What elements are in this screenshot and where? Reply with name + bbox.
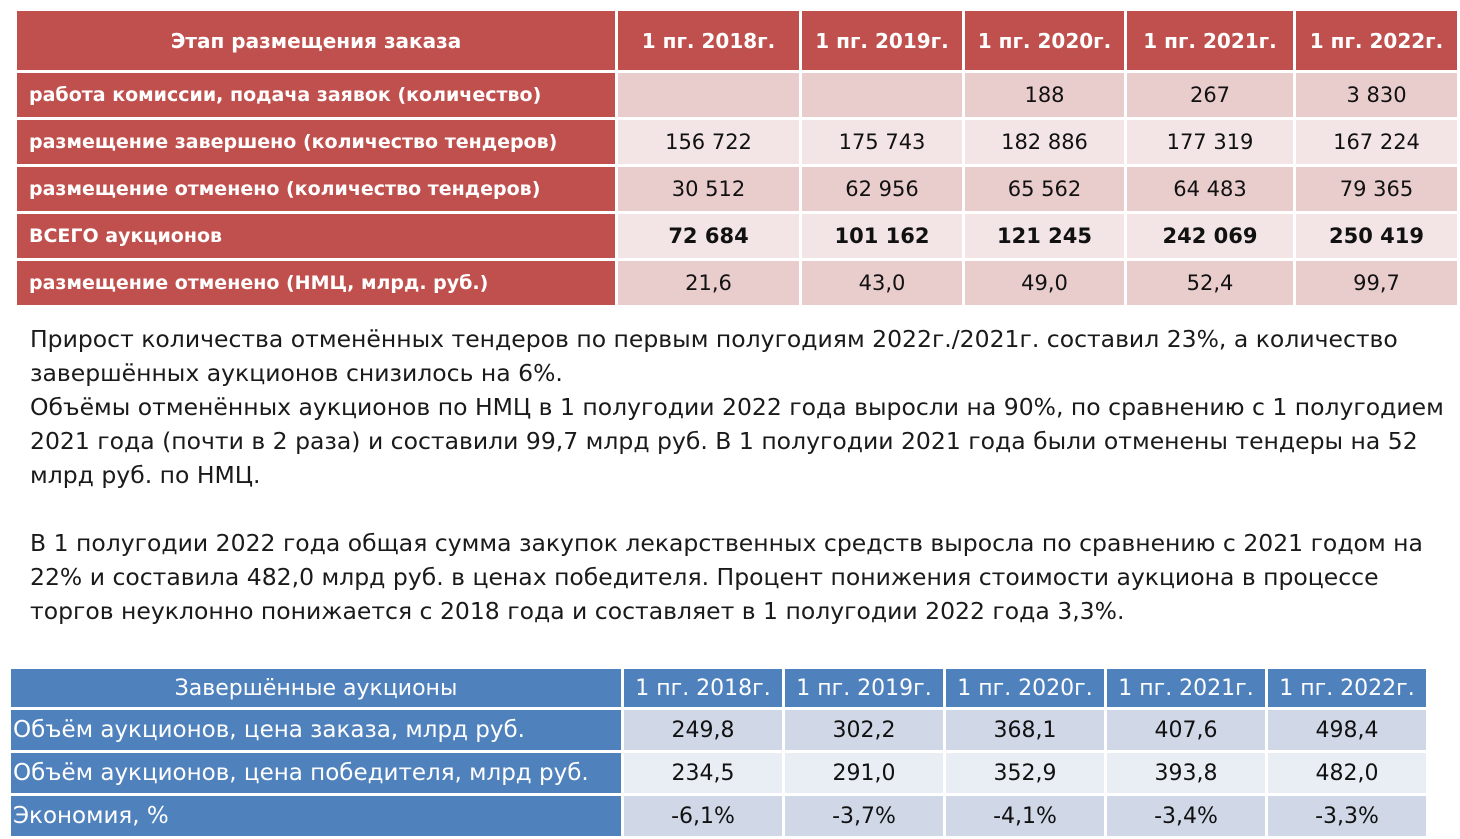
header-2020: 1 пг. 2020г.	[946, 669, 1104, 707]
row-label: размещение отменено (НМЦ, млрд. руб.)	[17, 261, 615, 305]
cell	[618, 73, 799, 117]
cell: 302,2	[785, 710, 943, 750]
table-row	[11, 753, 1426, 793]
row-label: размещение завершено (количество тендеров)	[17, 120, 615, 164]
table-row	[17, 261, 1457, 305]
row-label: Экономия, %	[11, 796, 621, 836]
row-label: работа комиссии, подача заявок (количество)	[17, 73, 615, 117]
table-row	[17, 120, 1457, 164]
header-2022: 1 пг. 2022г.	[1296, 11, 1457, 70]
table-row-total	[17, 214, 1457, 258]
header-completed-auctions: Завершённые аукционы	[11, 669, 621, 707]
cell: 249,8	[624, 710, 782, 750]
table-row	[11, 796, 1426, 836]
cell: 368,1	[946, 710, 1104, 750]
cell: 101 162	[802, 214, 962, 258]
header-2022: 1 пг. 2022г.	[1268, 669, 1426, 707]
cell: 482,0	[1268, 753, 1426, 793]
analysis-text	[30, 322, 1450, 628]
header-2018: 1 пг. 2018г.	[618, 11, 799, 70]
header-2018: 1 пг. 2018г.	[624, 669, 782, 707]
cell: -3,7%	[785, 796, 943, 836]
cell: 21,6	[618, 261, 799, 305]
header-2019: 1 пг. 2019г.	[802, 11, 962, 70]
row-label: размещение отменено (количество тендеров)	[17, 167, 615, 211]
cell: 30 512	[618, 167, 799, 211]
cell: 182 886	[965, 120, 1124, 164]
completed-auctions-table	[8, 666, 1429, 839]
header-2020: 1 пг. 2020г.	[965, 11, 1124, 70]
paragraph-cancelled-growth: Прирост количества отменённых тендеров по первым полугодиям 2022г./2021г. составил 23%, а количество завершённых аукционов снизилось на 6%.	[30, 325, 1398, 387]
cell: 52,4	[1127, 261, 1293, 305]
cell: 393,8	[1107, 753, 1265, 793]
cell: 352,9	[946, 753, 1104, 793]
cell: 156 722	[618, 120, 799, 164]
table-row	[17, 167, 1457, 211]
cell: 234,5	[624, 753, 782, 793]
table-header-row	[11, 669, 1426, 707]
cell: 167 224	[1296, 120, 1457, 164]
cell: 188	[965, 73, 1124, 117]
paragraph-nmc-volumes: Объёмы отменённых аукционов по НМЦ в 1 полугодии 2022 года выросли на 90%, по сравнению с 1 полугодием 2021 года (почти в 2 раза) и составили 99,7 млрд руб. В 1 полугодии 2021 года были отменены тендеры на 52 млрд руб. по НМЦ.	[30, 393, 1444, 489]
cell: 175 743	[802, 120, 962, 164]
table-header-row	[17, 11, 1457, 70]
cell: 99,7	[1296, 261, 1457, 305]
cell: 242 069	[1127, 214, 1293, 258]
tenders-stage-table	[14, 8, 1460, 308]
cell: 65 562	[965, 167, 1124, 211]
cell: 407,6	[1107, 710, 1265, 750]
cell: -6,1%	[624, 796, 782, 836]
cell: -3,3%	[1268, 796, 1426, 836]
cell: -4,1%	[946, 796, 1104, 836]
cell: 62 956	[802, 167, 962, 211]
header-stage: Этап размещения заказа	[17, 11, 615, 70]
cell: 43,0	[802, 261, 962, 305]
cell: -3,4%	[1107, 796, 1265, 836]
cell: 291,0	[785, 753, 943, 793]
header-2019: 1 пг. 2019г.	[785, 669, 943, 707]
cell: 79 365	[1296, 167, 1457, 211]
cell: 64 483	[1127, 167, 1293, 211]
paragraph-drug-purchases: В 1 полугодии 2022 года общая сумма закупок лекарственных средств выросла по сравнению с 2021 годом на 22% и составила 482,0 млрд руб. в ценах победителя. Процент понижения стоимости аукциона в процессе торгов неуклонно понижается с 2018 года и составляет в 1 полугодии 2022 года 3,3%.	[30, 529, 1423, 625]
cell: 177 319	[1127, 120, 1293, 164]
cell: 498,4	[1268, 710, 1426, 750]
cell: 121 245	[965, 214, 1124, 258]
cell: 72 684	[618, 214, 799, 258]
table-row	[17, 73, 1457, 117]
cell: 267	[1127, 73, 1293, 117]
table-row	[11, 710, 1426, 750]
cell: 250 419	[1296, 214, 1457, 258]
header-2021: 1 пг. 2021г.	[1127, 11, 1293, 70]
row-label: Объём аукционов, цена победителя, млрд руб.	[11, 753, 621, 793]
cell	[802, 73, 962, 117]
header-2021: 1 пг. 2021г.	[1107, 669, 1265, 707]
row-label: Объём аукционов, цена заказа, млрд руб.	[11, 710, 621, 750]
cell: 3 830	[1296, 73, 1457, 117]
cell: 49,0	[965, 261, 1124, 305]
row-label: ВСЕГО аукционов	[17, 214, 615, 258]
